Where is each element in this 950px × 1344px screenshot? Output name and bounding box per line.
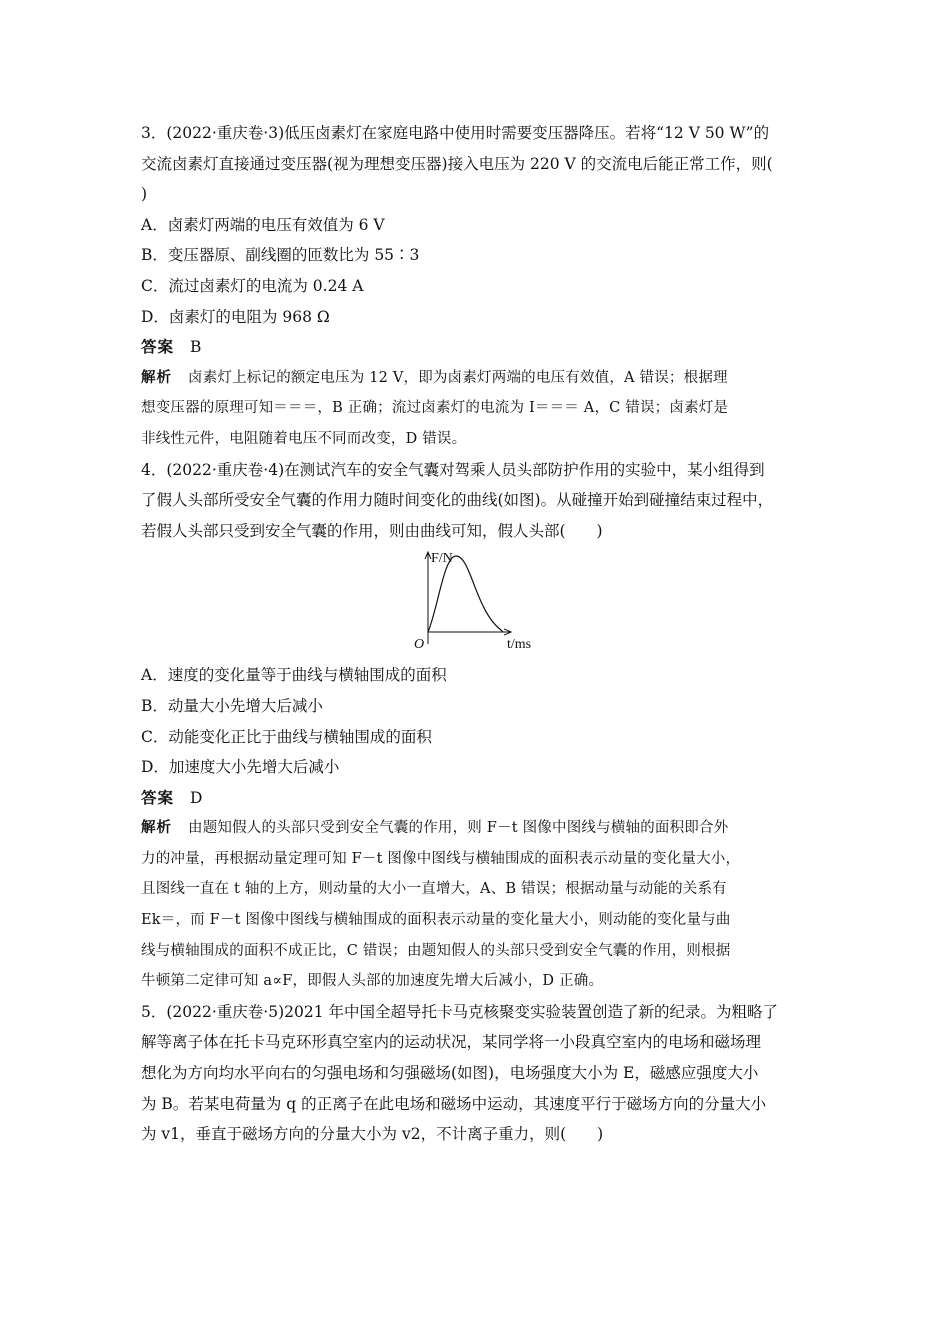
question-stem-line: 为 B。若某电荷量为 q 的正离子在此电场和磁场中运动，其速度平行于磁场方向的分量大小 [141, 1094, 767, 1113]
question-stem-line: ) [141, 185, 148, 204]
analysis-line: 力的冲量，再根据动量定理可知 F－t 图像中图线与横轴围成的面积表示动量的变化量大小， [141, 850, 741, 867]
y-axis-label: F/N [431, 551, 453, 567]
analysis-line: 线与横轴围成的面积不成正比，C 错误；由题知假人的头部只受到安全气囊的作用，则根据 [141, 942, 731, 959]
force-time-figure [141, 548, 819, 656]
analysis-label: 解析 [141, 368, 172, 386]
option-a: A．速度的变化量等于曲线与横轴围成的面积 [141, 666, 447, 685]
answer-row [141, 332, 819, 363]
question-stem-line: 3．(2022·重庆卷·3)低压卤素灯在家庭电路中使用时需要变压器降压。若将“12 V 50 W”的 [141, 124, 770, 142]
answer-value: B [190, 338, 202, 357]
option-a: A．卤素灯两端的电压有效值为 6 V [141, 215, 385, 234]
question-stem-line: 交流卤素灯直接通过变压器(视为理想变压器)接入电压为 220 V 的交流电后能正常工作，则( [141, 154, 773, 173]
document-page [141, 118, 819, 1150]
question-stem-line: 为 v1，垂直于磁场方向的分量大小为 v2，不计离子重力，则( ) [141, 1125, 604, 1144]
question-stem-line: 了假人头部所受安全气囊的作用力随时间变化的曲线(如图)。从碰撞开始到碰撞结束过程中， [141, 491, 774, 510]
question-stem-line: 想化为方向均水平向右的匀强电场和匀强磁场(如图)，电场强度大小为 E，磁感应强度大小 [141, 1064, 759, 1083]
analysis-label: 解析 [141, 819, 172, 837]
option-b: B．动量大小先增大后减小 [141, 696, 323, 715]
x-axis-label: t/ms [507, 637, 532, 653]
analysis-row [141, 813, 819, 844]
analysis-line: 牛顿第二定律可知 a∝F，即假人头部的加速度先增大后减小，D 正确。 [141, 973, 604, 990]
option-d: D．加速度大小先增大后减小 [141, 758, 340, 777]
question-4 [141, 455, 819, 997]
analysis-line: 卤素灯上标记的额定电压为 12 V，即为卤素灯两端的电压有效值，A 错误；根据理 [188, 369, 728, 386]
analysis-line: 非线性元件，电阻随着电压不同而改变，D 错误。 [141, 430, 467, 447]
question-stem-line: 4．(2022·重庆卷·4)在测试汽车的安全气囊对驾乘人员头部防护作用的实验中，某小组得到 [141, 460, 765, 479]
force-curve [428, 556, 503, 632]
answer-label: 答案 [141, 787, 175, 807]
analysis-line: 且图线一直在 t 轴的上方，则动量的大小一直增大，A、B 错误；根据动量与动能的关系有 [141, 881, 727, 898]
answer-row [141, 783, 819, 814]
question-stem-line: 解等离子体在托卡马克环形真空室内的运动状况，某同学将一小段真空室内的电场和磁场理 [141, 1033, 762, 1052]
option-c: C．流过卤素灯的电流为 0.24 A [141, 276, 364, 295]
analysis-line: 由题知假人的头部只受到安全气囊的作用，则 F－t 图像中图线与横轴的面积即合外 [188, 820, 729, 837]
analysis-row [141, 363, 819, 394]
option-d: D．卤素灯的电阻为 968 Ω [141, 307, 330, 326]
origin-label: O [414, 637, 425, 653]
force-time-graph [411, 548, 551, 656]
question-stem-line: 若假人头部只受到安全气囊的作用，则由曲线可知，假人头部( ) [141, 521, 603, 540]
question-3 [141, 118, 819, 455]
answer-value: D [190, 788, 203, 807]
analysis-line: 想变压器的原理可知＝＝＝，B 正确；流过卤素灯的电流为 I＝＝＝ A，C 错误；卤素灯是 [141, 400, 729, 417]
question-5 [141, 997, 819, 1150]
analysis-line: Ek＝，而 F－t 图像中图线与横轴围成的面积表示动量的变化量大小，则动能的变化量与曲 [141, 912, 731, 929]
question-stem-line: 5．(2022·重庆卷·5)2021 年中国全超导托卡马克核聚变实验装置创造了新的纪录。为粗略了 [141, 1002, 778, 1021]
answer-label: 答案 [141, 337, 175, 357]
option-c: C．动能变化正比于曲线与横轴围成的面积 [141, 727, 432, 746]
option-b: B．变压器原、副线圈的匝数比为 55∶3 [141, 246, 420, 265]
